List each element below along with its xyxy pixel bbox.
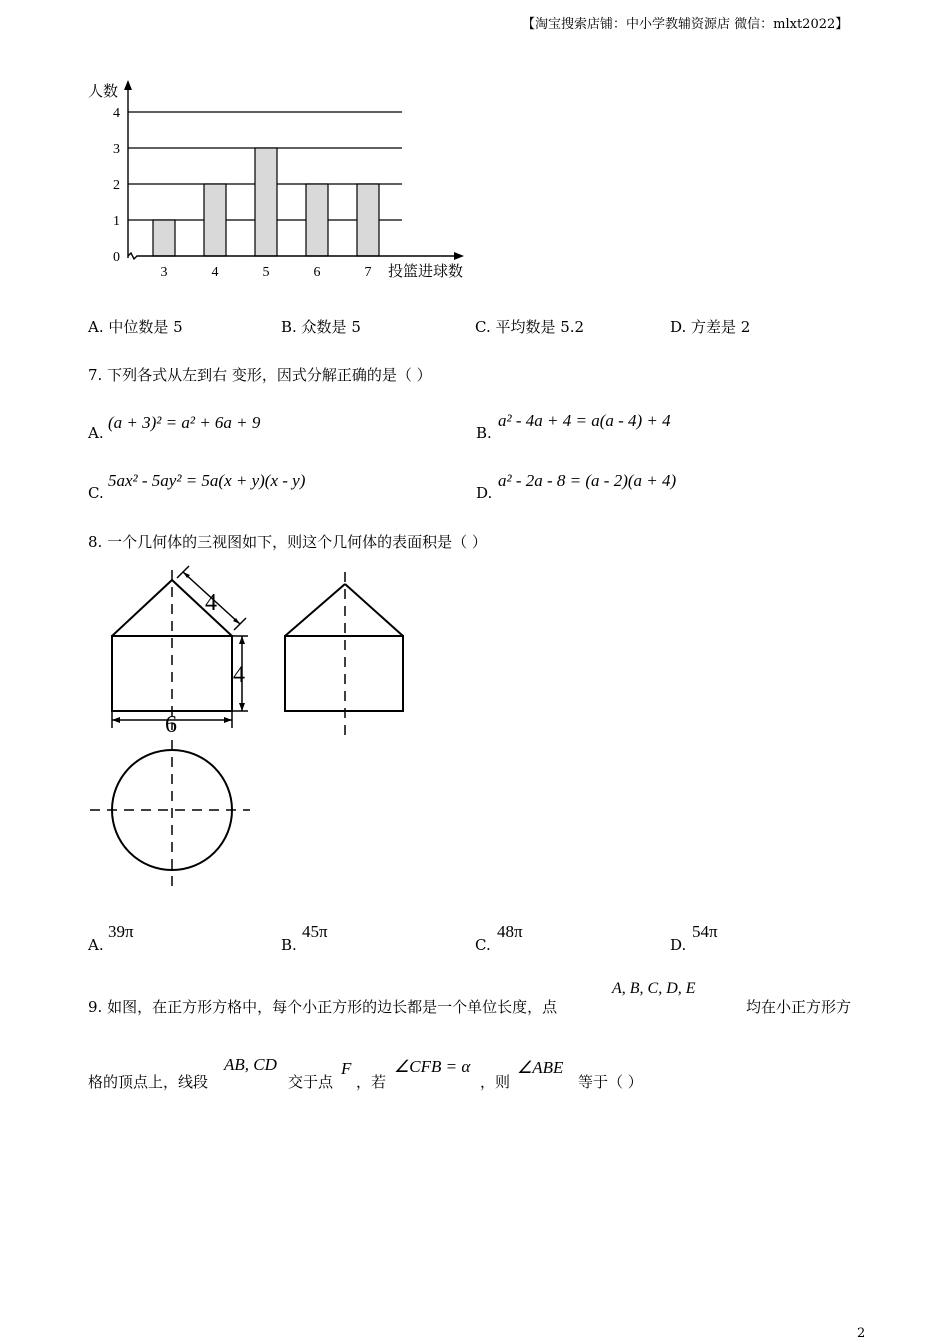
y-tick-0: 0 <box>113 250 120 265</box>
q9-point-f: F <box>341 1059 352 1078</box>
q9-line1-b: 均在小正方形方 <box>746 998 852 1016</box>
x-axis <box>128 253 460 259</box>
y-axis-label: 人数 <box>88 84 119 100</box>
q9-condition: ∠CFB = α <box>394 1057 471 1076</box>
x-axis-label: 投篮进球数 <box>388 264 464 280</box>
q8-option-a-label: A. <box>88 936 104 954</box>
q9-line2-a: 格的顶点上，线段 <box>88 1073 209 1091</box>
q7-option-d-label: D. <box>476 484 493 502</box>
q8-option-c-value: 48π <box>497 922 523 941</box>
x-tick-4: 4 <box>211 265 219 280</box>
q9-line2-e: 等于（ ） <box>578 1073 643 1091</box>
dim-slant-label: 4 <box>205 590 217 616</box>
page-number: 2 <box>857 1326 866 1341</box>
q9-line2-c: ，若 <box>356 1073 387 1091</box>
q7-option-c-expr: 5ax² - 5ay² = 5a(x + y)(x - y) <box>108 471 306 490</box>
bar-4 <box>204 184 226 256</box>
q6-option-d: D. 方差是 2 <box>670 318 751 336</box>
q7-option-d-expr: a² - 2a - 8 = (a - 2)(a + 4) <box>498 471 677 490</box>
q8-option-a-value: 39π <box>108 922 134 941</box>
q7-option-a-expr: (a + 3)² = a² + 6a + 9 <box>108 413 261 432</box>
bar-5 <box>255 148 277 256</box>
q7-stem: 7. 下列各式从左到右 变形，因式分解正确的是（ ） <box>88 366 432 384</box>
bar-chart <box>80 76 480 286</box>
x-tick-3: 3 <box>160 265 168 280</box>
y-tick-4: 4 <box>113 106 120 121</box>
q9-line1-a: 9. 如图，在正方形方格中，每个小正方形的边长都是一个单位长度，点 <box>88 998 558 1016</box>
bar-3 <box>153 220 175 256</box>
page-header: 【淘宝搜索店铺：中小学教辅资源店 微信：mlxt2022】 <box>522 17 849 32</box>
q8-option-c-label: C. <box>475 936 491 954</box>
q7-option-b-label: B. <box>476 424 492 442</box>
q8-option-d-label: D. <box>670 936 687 954</box>
q9-line2-b: 交于点 <box>288 1073 334 1091</box>
y-axis-arrow <box>124 80 132 90</box>
bar-7 <box>357 184 379 256</box>
q8-option-d-value: 54π <box>692 922 718 941</box>
q6-option-b: B. 众数是 5 <box>281 318 361 336</box>
q9-target-angle: ∠ABE <box>517 1058 564 1077</box>
q6-option-c: C. 平均数是 5.2 <box>475 318 585 336</box>
q7-option-a-label: A. <box>88 424 104 442</box>
dim-height-label: 4 <box>233 662 245 688</box>
q8-stem: 8. 一个几何体的三视图如下，则这个几何体的表面积是（ ） <box>88 533 487 551</box>
three-view-figure <box>80 560 420 895</box>
q9-line2-d: ，则 <box>480 1073 511 1091</box>
x-tick-6: 6 <box>313 265 321 280</box>
y-tick-2: 2 <box>113 178 120 193</box>
x-axis-arrow <box>454 252 464 260</box>
q7-option-b-expr: a² - 4a + 4 = a(a - 4) + 4 <box>498 411 671 430</box>
y-tick-3: 3 <box>113 142 120 157</box>
x-tick-7: 7 <box>364 265 372 280</box>
side-view <box>285 584 403 711</box>
bar-6 <box>306 184 328 256</box>
x-tick-5: 5 <box>262 265 270 280</box>
q7-option-c-label: C. <box>88 484 104 502</box>
q6-option-a: A. 中位数是 5 <box>88 318 183 336</box>
q8-option-b-label: B. <box>281 936 297 954</box>
q8-option-b-value: 45π <box>302 922 328 941</box>
y-tick-1: 1 <box>113 214 120 229</box>
q9-points: A, B, C, D, E <box>612 980 696 997</box>
dim-width-label: 6 <box>165 712 177 738</box>
q9-segments: AB, CD <box>224 1055 277 1074</box>
